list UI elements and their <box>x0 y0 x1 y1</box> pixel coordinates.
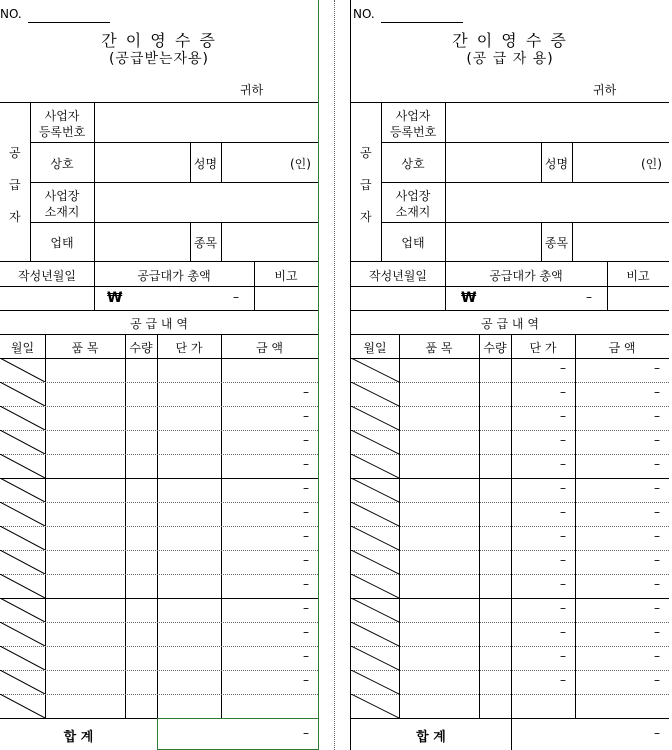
unit-price-dash: – <box>560 385 566 399</box>
date-cell-diagonal <box>351 478 399 502</box>
table-row[interactable] <box>0 526 318 550</box>
date-cell-diagonal <box>0 358 45 382</box>
unit-price-dash: – <box>560 649 566 663</box>
address-label-1: 사업장 <box>44 189 80 203</box>
date-cell-diagonal <box>351 382 399 406</box>
amount-dash: – <box>303 649 309 663</box>
date-cell-diagonal <box>0 598 45 622</box>
amount-dash: – <box>654 601 660 615</box>
table-row[interactable] <box>0 574 318 598</box>
table-row[interactable] <box>351 502 669 526</box>
amount-dash: – <box>654 649 660 663</box>
sum-value-cell[interactable] <box>157 718 319 750</box>
date-cell-diagonal <box>0 454 45 478</box>
date-cell-diagonal <box>351 646 399 670</box>
date-cell-diagonal <box>351 550 399 574</box>
table-row[interactable] <box>351 622 669 646</box>
amount-dash: – <box>303 409 309 423</box>
date-cell-diagonal <box>351 502 399 526</box>
address-label-2: 소재지 <box>44 205 80 219</box>
total-label: 공급대가 총액 <box>137 269 211 283</box>
unit-price-dash: – <box>560 529 566 543</box>
receipt-subtitle: (공급받는자용) <box>108 51 210 67</box>
table-row[interactable] <box>351 550 669 574</box>
address-label-1: 사업장 <box>395 189 431 203</box>
name-label: 성명 <box>544 157 569 171</box>
business-item-label: 종목 <box>544 236 569 250</box>
amount-dash: – <box>303 577 309 591</box>
sum-dash: – <box>654 726 660 740</box>
date-cell-diagonal <box>0 526 45 550</box>
sum-label: 합 계 <box>63 730 94 745</box>
column-unit-price: 단 가 <box>175 341 203 355</box>
total-dash: – <box>233 290 239 304</box>
amount-dash: – <box>654 457 660 471</box>
recipient-suffix: 귀하 <box>593 83 617 97</box>
receipt-supplier-copy <box>350 0 669 750</box>
table-row[interactable] <box>0 382 318 406</box>
table-row[interactable] <box>351 358 669 382</box>
amount-dash: – <box>654 361 660 375</box>
unit-price-dash: – <box>560 553 566 567</box>
total-dash: – <box>586 290 592 304</box>
date-cell-diagonal <box>351 358 399 382</box>
amount-dash: – <box>303 601 309 615</box>
table-row[interactable] <box>0 502 318 526</box>
date-cell-diagonal <box>0 622 45 646</box>
supplier-label-3: 자 <box>360 210 372 224</box>
won-symbol: ₩ <box>107 290 123 306</box>
unit-price-dash: – <box>560 457 566 471</box>
date-cell-diagonal <box>0 382 45 406</box>
name-label: 성명 <box>193 157 218 171</box>
table-row[interactable] <box>0 670 318 694</box>
column-date: 월일 <box>363 341 387 355</box>
amount-dash: – <box>303 673 309 687</box>
amount-dash: – <box>654 433 660 447</box>
amount-dash: – <box>654 481 660 495</box>
table-row[interactable] <box>351 598 669 622</box>
table-row[interactable] <box>351 694 669 718</box>
company-label: 상호 <box>50 157 74 171</box>
reg-no-label-1: 사업자 <box>44 109 80 123</box>
unit-price-dash: – <box>560 673 566 687</box>
table-row[interactable] <box>351 382 669 406</box>
column-amount: 금 액 <box>608 341 636 355</box>
table-row[interactable] <box>0 478 318 502</box>
date-cell-diagonal <box>351 670 399 694</box>
date-cell-diagonal <box>0 550 45 574</box>
seal-label: (인) <box>641 157 662 171</box>
amount-dash: – <box>303 553 309 567</box>
date-label: 작성년월일 <box>18 269 76 283</box>
date-cell-diagonal <box>351 574 399 598</box>
amount-dash: – <box>654 505 660 519</box>
date-cell-diagonal <box>351 598 399 622</box>
table-row[interactable] <box>0 406 318 430</box>
company-label: 상호 <box>401 157 425 171</box>
date-cell-diagonal <box>0 502 45 526</box>
table-row[interactable] <box>0 430 318 454</box>
date-cell-diagonal <box>351 526 399 550</box>
table-row[interactable] <box>351 670 669 694</box>
sum-label: 합 계 <box>416 730 446 745</box>
date-cell-diagonal <box>351 694 399 718</box>
supplier-label-2: 급 <box>9 178 21 192</box>
seal-label: (인) <box>290 157 311 171</box>
unit-price-dash: – <box>560 481 566 495</box>
no-field[interactable] <box>381 22 463 23</box>
total-label: 공급대가 총액 <box>489 269 563 283</box>
recipient-suffix: 귀하 <box>240 83 264 97</box>
column-date: 월일 <box>10 341 35 355</box>
no-field[interactable] <box>28 22 110 23</box>
remark-label: 비고 <box>626 269 650 283</box>
table-row[interactable] <box>351 646 669 670</box>
amount-dash: – <box>654 385 660 399</box>
reg-no-label-2: 등록번호 <box>389 125 437 139</box>
receipt-recipient-copy <box>0 0 319 750</box>
column-amount: 금 액 <box>256 341 283 355</box>
column-item: 품 목 <box>71 341 99 355</box>
table-row[interactable] <box>351 478 669 502</box>
unit-price-dash: – <box>560 601 566 615</box>
remark-label: 비고 <box>274 269 298 283</box>
business-item-label: 종목 <box>193 236 218 250</box>
column-qty: 수량 <box>483 341 507 355</box>
reg-no-label-2: 등록번호 <box>38 125 86 139</box>
details-label: 공 급 내 역 <box>130 317 188 331</box>
unit-price-dash: – <box>560 409 566 423</box>
amount-dash: – <box>303 433 309 447</box>
amount-dash: – <box>303 529 309 543</box>
column-qty: 수량 <box>129 341 153 355</box>
supplier-label-1: 공 <box>360 146 372 160</box>
date-cell-diagonal <box>0 646 45 670</box>
table-row[interactable] <box>0 622 318 646</box>
amount-dash: – <box>654 553 660 567</box>
table-row[interactable] <box>351 406 669 430</box>
table-row[interactable] <box>0 358 318 382</box>
left-edge-line <box>318 0 319 750</box>
receipt-title: 간 이 영 수 증 <box>452 31 568 50</box>
amount-dash: – <box>654 673 660 687</box>
amount-dash: – <box>654 625 660 639</box>
table-row[interactable] <box>351 574 669 598</box>
column-unit-price: 단 가 <box>529 341 557 355</box>
supplier-label-2: 급 <box>360 178 372 192</box>
date-cell-diagonal <box>0 406 45 430</box>
column-item: 품 목 <box>425 341 453 355</box>
business-type-label: 업태 <box>50 236 74 250</box>
table-row[interactable] <box>0 550 318 574</box>
details-label: 공 급 내 역 <box>481 317 539 331</box>
won-symbol: ₩ <box>461 290 477 306</box>
table-row[interactable] <box>351 526 669 550</box>
amount-dash: – <box>303 481 309 495</box>
table-row[interactable] <box>0 454 318 478</box>
date-cell-diagonal <box>351 406 399 430</box>
table-row[interactable] <box>0 598 318 622</box>
amount-dash: – <box>303 625 309 639</box>
receipt-title: 간 이 영 수 증 <box>101 31 217 50</box>
receipt-subtitle: (공 급 자 용) <box>466 51 554 67</box>
unit-price-dash: – <box>560 433 566 447</box>
date-cell-diagonal <box>0 478 45 502</box>
date-label: 작성년월일 <box>369 269 427 283</box>
supplier-label-3: 자 <box>9 210 21 224</box>
amount-dash: – <box>303 457 309 471</box>
reg-no-label-1: 사업자 <box>395 109 431 123</box>
table-row[interactable] <box>351 430 669 454</box>
amount-dash: – <box>654 409 660 423</box>
table-row[interactable] <box>0 694 318 718</box>
date-cell-diagonal <box>0 694 45 718</box>
unit-price-dash: – <box>560 505 566 519</box>
business-type-label: 업태 <box>401 236 425 250</box>
table-row[interactable] <box>351 454 669 478</box>
no-label: NO. <box>353 7 375 21</box>
unit-price-dash: – <box>560 577 566 591</box>
unit-price-dash: – <box>560 361 566 375</box>
date-cell-diagonal <box>351 622 399 646</box>
no-label: NO. <box>0 7 22 21</box>
date-cell-diagonal <box>0 430 45 454</box>
date-cell-diagonal <box>0 574 45 598</box>
amount-dash: – <box>303 385 309 399</box>
date-cell-diagonal <box>351 454 399 478</box>
date-cell-diagonal <box>0 670 45 694</box>
unit-price-dash: – <box>560 625 566 639</box>
sum-dash: – <box>303 726 309 740</box>
address-label-2: 소재지 <box>395 205 431 219</box>
cut-line <box>334 0 335 750</box>
date-cell-diagonal <box>351 430 399 454</box>
amount-dash: – <box>303 505 309 519</box>
supplier-label-1: 공 <box>9 146 21 160</box>
amount-dash: – <box>654 577 660 591</box>
amount-dash: – <box>654 529 660 543</box>
table-row[interactable] <box>0 646 318 670</box>
